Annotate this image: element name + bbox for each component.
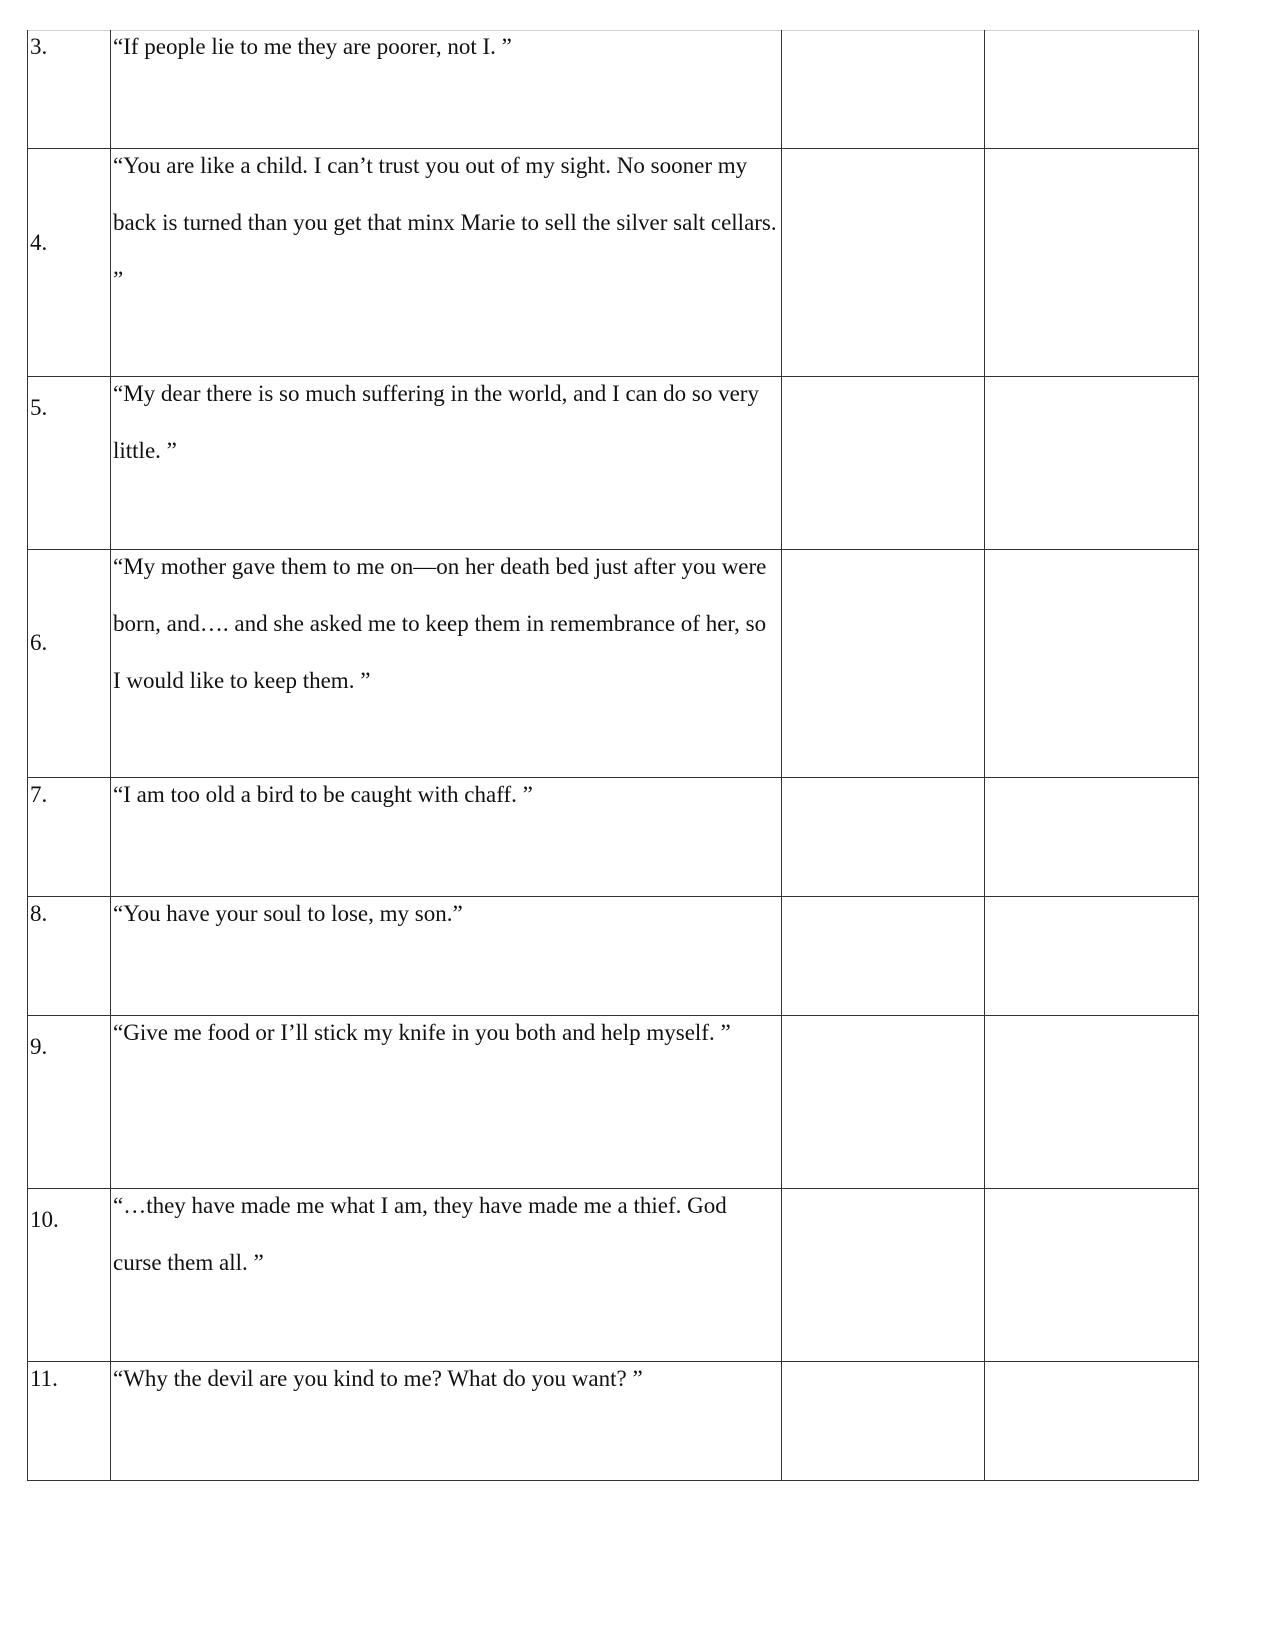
- answer-cell-1[interactable]: [782, 148, 985, 376]
- quote-text: “I am too old a bird to be caught with chaff. ”: [113, 781, 533, 807]
- row-number-cell: [28, 1188, 111, 1361]
- row-number: 9.: [30, 1033, 48, 1059]
- quote-text: “Why the devil are you kind to me? What do you want? ”: [113, 1365, 643, 1391]
- row-number: 4.: [30, 229, 48, 255]
- quote-text: “My dear there is so much suffering in the world, and I can do so very little. ”: [113, 380, 759, 463]
- row-number: 7.: [30, 781, 48, 807]
- table-row: [28, 1361, 1199, 1480]
- table-row: [28, 376, 1199, 549]
- answer-cell-2[interactable]: [985, 896, 1199, 1015]
- answer-cell-2[interactable]: [985, 549, 1199, 777]
- quote-cell: [111, 148, 782, 376]
- quote-cell: [111, 30, 782, 148]
- quote-text: “You have your soul to lose, my son.”: [113, 900, 463, 926]
- answer-cell-2[interactable]: [985, 1015, 1199, 1188]
- quote-cell: [111, 1188, 782, 1361]
- answer-cell-1[interactable]: [782, 777, 985, 896]
- answer-cell-1[interactable]: [782, 1361, 985, 1480]
- row-number-cell: [28, 549, 111, 777]
- row-number: 3.: [30, 34, 48, 59]
- row-number: 8.: [30, 900, 48, 926]
- answer-cell-2[interactable]: [985, 30, 1199, 148]
- table-row: [28, 1188, 1199, 1361]
- answer-cell-1[interactable]: [782, 1015, 985, 1188]
- row-number-cell: [28, 777, 111, 896]
- answer-cell-1[interactable]: [782, 376, 985, 549]
- answer-cell-2[interactable]: [985, 777, 1199, 896]
- answer-cell-2[interactable]: [985, 1361, 1199, 1480]
- quote-cell: [111, 777, 782, 896]
- row-number-cell: [28, 896, 111, 1015]
- quote-table: [27, 30, 1199, 1481]
- table-row: [28, 1015, 1199, 1188]
- quote-text: “…they have made me what I am, they have made me a thief. God curse them all. ”: [113, 1192, 727, 1275]
- row-number: 6.: [30, 629, 48, 655]
- row-number-cell: [28, 376, 111, 549]
- answer-cell-1[interactable]: [782, 549, 985, 777]
- table-row: [28, 896, 1199, 1015]
- quote-cell: [111, 1361, 782, 1480]
- row-number-cell: [28, 30, 111, 148]
- row-number-cell: [28, 1361, 111, 1480]
- quote-text: “Give me food or I’ll stick my knife in you both and help myself. ”: [113, 1019, 731, 1045]
- answer-cell-2[interactable]: [985, 1188, 1199, 1361]
- row-number-cell: [28, 1015, 111, 1188]
- quote-cell: [111, 896, 782, 1015]
- row-number: 10.: [30, 1206, 59, 1232]
- table-row: [28, 30, 1199, 148]
- quote-cell: [111, 549, 782, 777]
- quote-text: “My mother gave them to me on—on her death bed just after you were born, and…. and she asked me to keep them in remembrance of her, so I would like to keep them. ”: [113, 553, 767, 693]
- quote-cell: [111, 376, 782, 549]
- quote-text: “If people lie to me they are poorer, not I. ”: [113, 34, 512, 59]
- table-row: [28, 777, 1199, 896]
- answer-cell-1[interactable]: [782, 1188, 985, 1361]
- quote-cell: [111, 1015, 782, 1188]
- answer-cell-2[interactable]: [985, 376, 1199, 549]
- row-number: 11.: [30, 1365, 58, 1391]
- row-number-cell: [28, 148, 111, 376]
- table-row: [28, 549, 1199, 777]
- table-row: [28, 148, 1199, 376]
- quote-text: “You are like a child. I can’t trust you out of my sight. No sooner my back is turned than you get that minx Marie to sell the silver salt cellars. ”: [113, 152, 777, 292]
- answer-cell-2[interactable]: [985, 148, 1199, 376]
- answer-cell-1[interactable]: [782, 30, 985, 148]
- answer-cell-1[interactable]: [782, 896, 985, 1015]
- row-number: 5.: [30, 394, 48, 420]
